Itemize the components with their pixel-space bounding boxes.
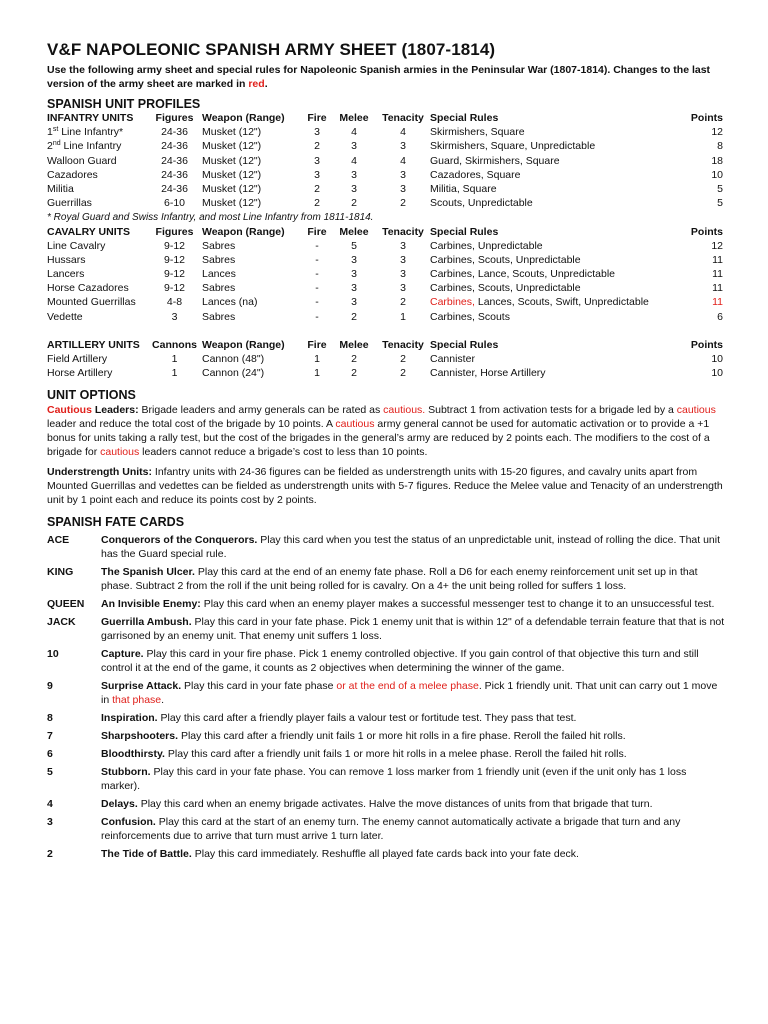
fate-card-key: ACE — [47, 533, 70, 546]
unit-name: Militia — [47, 182, 74, 195]
fate-card-row — [47, 679, 727, 707]
table-row — [47, 296, 727, 310]
unit-figures: 9-12 — [163, 253, 185, 266]
infantry-header-row — [47, 112, 727, 126]
fate-card-text: An Invisible Enemy: Play this card when an enemy player makes a successful messenger test to change it to an unsuccessful test. — [101, 597, 715, 610]
unit-melee: 3 — [351, 253, 357, 266]
unit-tenacity: 3 — [400, 182, 406, 195]
unit-name: Lancers — [47, 268, 85, 281]
unit-points: 12 — [711, 239, 723, 252]
fate-card-text: Conquerors of the Conquerors. Play this card when you test the status of an unpredictable unit, instead of rolling the dice. That unit has the Guard special rule. — [101, 533, 721, 560]
unit-name: Walloon Guard — [47, 154, 117, 167]
intro-end: . — [264, 78, 268, 90]
fate-card-title: Guerrilla Ambush. — [101, 615, 192, 628]
unit-tenacity: 4 — [400, 154, 406, 167]
unit-fire: 2 — [314, 182, 320, 195]
fate-card-row — [47, 765, 727, 793]
unit-figures: 24-36 — [161, 182, 188, 195]
fate-card-row — [47, 597, 727, 611]
fate-card-title: Sharpshooters. — [101, 729, 179, 742]
fate-card-row — [47, 647, 727, 675]
unit-name: 1st Line Infantry* — [47, 126, 124, 139]
unit-special-rules: Carbines, Scouts — [430, 310, 510, 323]
unit-fire: - — [315, 239, 319, 252]
unit-melee: 2 — [351, 197, 357, 210]
unit-points: 12 — [711, 126, 723, 139]
unit-weapon: Musket (12") — [202, 182, 262, 195]
unit-figures: 24-36 — [161, 154, 188, 167]
fate-card-text: The Spanish Ulcer. Play this card at the end of an enemy fate phase. Roll a D6 for each enemy reinforcement unit set up in that phase. Subtract 2 from the roll if the unit being rolled for is cavalry. On a 4+ the unit being rolled for suffers 1 loss. — [101, 565, 698, 592]
artillery-header: Special Rules — [430, 339, 499, 351]
infantry-note: * Royal Guard and Swiss Infantry, and most Line Infantry from 1811-1814. — [47, 212, 374, 224]
unit-fire: - — [315, 268, 319, 281]
infantry-header: INFANTRY UNITS — [47, 112, 134, 124]
infantry-header: Melee — [339, 112, 369, 124]
fate-card-row — [47, 533, 727, 561]
unit-special-rules: Skirmishers, Square, Unpredictable — [430, 140, 596, 153]
intro-text: Use the following army sheet and special rules for Napoleonic Spanish armies in the Peninsular War (1807-1814). Changes to the last version of the army sheet are marked in — [47, 64, 711, 90]
fate-card-key: KING — [47, 565, 74, 578]
unit-special-rules: Carbines, Lance, Scouts, Unpredictable — [430, 268, 616, 281]
unit-tenacity: 3 — [400, 140, 406, 153]
intro-red-word: red — [248, 78, 265, 90]
cavalry-header: Special Rules — [430, 225, 499, 238]
unit-special-rules: Carbines, Lances, Scouts, Swift, Unpredictable — [430, 296, 649, 309]
fate-card-text: Guerrilla Ambush. Play this card in your fate phase. Pick 1 enemy unit that is within 12" of a defendable terrain feature that that is not garrisoned by an enemy unit. That enemy unit suffers 1 loss. — [101, 615, 725, 642]
unit-points: 11 — [712, 253, 723, 266]
unit-tenacity: 2 — [400, 353, 406, 366]
unit-weapon: Lances (na) — [202, 296, 258, 309]
infantry-header: Special Rules — [430, 112, 499, 124]
fate-card-row — [47, 815, 727, 843]
unit-fire: 2 — [314, 140, 320, 153]
unit-special-rules: Carbines, Scouts, Unpredictable — [430, 253, 581, 266]
fate-card-key: QUEEN — [47, 597, 85, 610]
unit-melee: 3 — [351, 282, 357, 295]
unit-figures: 9-12 — [163, 268, 185, 281]
unit-special-rules: Skirmishers, Square — [430, 126, 525, 139]
unit-weapon: Lances — [202, 268, 236, 281]
ordinal-suffix: nd — [52, 140, 61, 148]
unit-fire: 3 — [314, 154, 320, 167]
unit-profiles-table — [47, 112, 727, 382]
unit-special-rules: Cannister — [430, 353, 475, 366]
unit-weapon: Sabres — [202, 253, 236, 266]
table-row — [47, 197, 727, 211]
cavalry-header: Figures — [155, 225, 194, 238]
fate-card-text: Inspiration. Play this card after a friendly player fails a valour test or fortitude test. They pass that test. — [101, 711, 577, 724]
unit-points: 11 — [712, 296, 723, 309]
unit-fire: - — [315, 310, 319, 323]
fate-card-text: Confusion. Play this card at the start of an enemy turn. The enemy cannot automatically activate a brigade that turn and any reinforcements due to arrive that turn must arrive 1 turn later. — [101, 815, 681, 842]
changed-text: or at the end of a melee phase — [333, 679, 479, 692]
unit-points: 5 — [717, 197, 723, 210]
table-row — [47, 282, 727, 296]
unit-melee: 3 — [351, 182, 357, 195]
unit-special-rules: Cannister, Horse Artillery — [430, 367, 546, 380]
unit-tenacity: 3 — [400, 282, 406, 295]
unit-melee: 3 — [351, 140, 357, 153]
table-row — [47, 311, 727, 325]
infantry-header: Weapon (Range) — [202, 112, 285, 124]
cavalry-header-row — [47, 226, 727, 240]
artillery-header: Melee — [339, 339, 369, 351]
unit-tenacity: 4 — [400, 126, 406, 139]
unit-melee: 3 — [351, 268, 357, 281]
fate-card-title: Surprise Attack. — [101, 679, 182, 692]
fate-card-title: An Invisible Enemy: — [101, 597, 201, 610]
unit-melee: 3 — [351, 296, 357, 309]
unit-points: 5 — [717, 182, 723, 195]
changed-text: that phase — [112, 693, 162, 706]
unit-weapon: Sabres — [202, 282, 236, 295]
artillery-header: Tenacity — [382, 339, 424, 351]
unit-name: Horse Cazadores — [47, 282, 129, 295]
fate-card-row — [47, 847, 727, 861]
fate-card-row — [47, 711, 727, 725]
unit-weapon: Musket (12") — [202, 197, 262, 210]
unit-name: Guerrillas — [47, 197, 92, 210]
unit-weapon: Cannon (48") — [202, 353, 265, 366]
unit-tenacity: 2 — [400, 296, 406, 309]
cavalry-header: Weapon (Range) — [202, 225, 285, 238]
unit-tenacity: 3 — [400, 268, 406, 281]
unit-tenacity: 3 — [400, 253, 406, 266]
unit-points: 6 — [717, 310, 723, 323]
unit-melee: 4 — [351, 126, 357, 139]
fate-card-text: Sharpshooters. Play this card after a friendly unit fails 1 or more hit rolls in a fire phase. Reroll the failed hit rolls. — [101, 729, 626, 742]
unit-melee: 2 — [351, 310, 357, 323]
unit-cannons: 1 — [171, 367, 178, 380]
fate-card-key: 6 — [47, 747, 53, 760]
unit-tenacity: 2 — [400, 197, 406, 210]
infantry-header: Figures — [155, 112, 194, 124]
cavalry-header: Tenacity — [382, 225, 424, 238]
unit-fire: 3 — [314, 168, 320, 181]
cavalry-header: CAVALRY UNITS — [47, 225, 131, 238]
fate-card-text: Surprise Attack. Play this card in your fate phase or at the end of a melee phase. Pick 1 friendly unit. That unit can carry out 1 move in that phase. — [101, 679, 718, 706]
unit-melee: 2 — [351, 367, 357, 380]
fate-card-key: 9 — [47, 679, 53, 692]
fate-card-title: Confusion. — [101, 815, 156, 828]
profiles-heading: SPANISH UNIT PROFILES — [47, 97, 201, 111]
unit-figures: 6-10 — [163, 197, 185, 210]
unit-name: Line Cavalry — [47, 239, 106, 252]
fate-heading: SPANISH FATE CARDS — [47, 514, 185, 529]
fate-card-row — [47, 615, 727, 643]
unit-weapon: Sabres — [202, 239, 236, 252]
unit-weapon: Musket (12") — [202, 154, 262, 167]
unit-special-rules: Cazadores, Square — [430, 168, 521, 181]
artillery-header: Points — [690, 339, 723, 351]
table-row — [47, 155, 727, 169]
cavalry-header: Melee — [339, 225, 369, 238]
unit-melee: 3 — [351, 168, 357, 181]
fate-card-title: Capture. — [101, 647, 144, 660]
unit-points: 10 — [711, 353, 723, 366]
fate-card-title: Stubborn. — [101, 765, 151, 778]
fate-card-row — [47, 797, 727, 811]
unit-name: Mounted Guerrillas — [47, 296, 136, 309]
fate-card-title: Bloodthirsty. — [101, 747, 165, 760]
artillery-header-row — [47, 339, 727, 353]
unit-weapon: Musket (12") — [202, 140, 262, 153]
unit-weapon: Musket (12") — [202, 126, 262, 139]
infantry-header: Fire — [307, 112, 327, 124]
unit-figures: 9-12 — [163, 239, 185, 252]
unit-tenacity: 1 — [400, 310, 406, 323]
fate-card-key: 10 — [47, 647, 59, 660]
table-row — [47, 140, 727, 154]
fate-card-key: JACK — [47, 615, 76, 628]
unit-figures: 4-8 — [166, 296, 183, 309]
fate-card-row — [47, 565, 727, 593]
unit-name: Vedette — [47, 310, 83, 323]
understrength-rule: Understrength Units: Infantry units with 24-36 figures can be fielded as understrength units with 15-20 figures, and cavalry units apart from Mounted Guerrillas and vedettes can be fielded as understrength units with 5-7 figures. Reduce the Melee value and Tenacity of an understrength unit by 1 point each and reduce its points cost by 2 points. — [47, 465, 723, 506]
unit-points: 18 — [711, 154, 723, 167]
army-sheet — [47, 40, 727, 865]
unit-fire: 1 — [314, 353, 320, 366]
unit-weapon: Sabres — [202, 310, 236, 323]
fate-card-title: The Spanish Ulcer. — [101, 565, 195, 578]
unit-points: 10 — [711, 367, 723, 380]
unit-name: Field Artillery — [47, 353, 108, 366]
changed-rule: Carbines, — [430, 296, 475, 309]
unit-points: 10 — [711, 168, 723, 181]
unit-figures: 24-36 — [161, 168, 188, 181]
fate-card-title: Delays. — [101, 797, 138, 810]
fate-card-text: Delays. Play this card when an enemy brigade activates. Halve the move distances of units from that brigade that turn. — [101, 797, 653, 810]
unit-weapon: Cannon (24") — [202, 367, 265, 380]
unit-name: Horse Artillery — [47, 367, 113, 380]
fate-card-list — [47, 533, 727, 861]
unit-fire: 3 — [314, 126, 320, 139]
fate-card-key: 4 — [47, 797, 53, 810]
unit-weapon: Musket (12") — [202, 168, 262, 181]
options-heading: UNIT OPTIONS — [47, 387, 136, 402]
artillery-header: Fire — [307, 339, 327, 351]
table-row — [47, 353, 727, 367]
fate-card-text: The Tide of Battle. Play this card immediately. Reshuffle all played fate cards back into your fate deck. — [101, 847, 579, 860]
fate-card-text: Capture. Play this card in your fire phase. Pick 1 enemy controlled objective. If you gain control of that objective this turn and still control it at the end of the game, it counts as 2 objectives when determining the winner of the game. — [101, 647, 699, 674]
cavalry-header: Fire — [307, 225, 327, 238]
table-row — [47, 240, 727, 254]
artillery-header: ARTILLERY UNITS — [47, 339, 140, 351]
page-title: V&F NAPOLEONIC SPANISH ARMY SHEET (1807-1814) — [47, 40, 496, 59]
table-row — [47, 367, 727, 381]
ordinal-suffix: st — [52, 126, 59, 134]
unit-figures: 3 — [171, 310, 178, 323]
unit-figures: 24-36 — [161, 126, 188, 139]
artillery-header: Cannons — [152, 339, 197, 351]
table-row — [47, 183, 727, 197]
fate-card-title: Conquerors of the Conquerors. — [101, 533, 258, 546]
fate-card-key: 2 — [47, 847, 53, 860]
infantry-header: Points — [690, 112, 723, 124]
cavalry-header: Points — [690, 225, 723, 238]
infantry-header: Tenacity — [382, 112, 424, 124]
unit-cannons: 1 — [171, 353, 178, 366]
table-row — [47, 254, 727, 268]
fate-card-key: 8 — [47, 711, 53, 724]
unit-fire: - — [315, 282, 319, 295]
unit-melee: 4 — [351, 154, 357, 167]
unit-special-rules: Carbines, Scouts, Unpredictable — [430, 282, 581, 295]
fate-card-title: Inspiration. — [101, 711, 158, 724]
fate-card-key: 3 — [47, 815, 53, 828]
unit-tenacity: 3 — [400, 168, 406, 181]
unit-fire: 2 — [314, 197, 320, 210]
fate-card-title: The Tide of Battle. — [101, 847, 192, 860]
cautious-leaders-rule: Cautious Leaders: Brigade leaders and army generals can be rated as cautious. Subtract 1 from activation tests for a brigade led by a cautious leader and reduce the total cost of the brigade by 10 points. A cautious army general cannot be used for automatic activation or to provide a +1 bonus for units taking a rally test, but the cost of the brigades in the general’s army are reduced by 2 points each. The modifiers to the cost of a brigade for cautious leaders cannot reduce a brigade’s cost to less than 10 points. — [47, 403, 716, 458]
fate-card-text: Bloodthirsty. Play this card after a friendly unit fails 1 or more hit rolls in a melee phase. Reroll the failed hit rolls. — [101, 747, 627, 760]
unit-melee: 2 — [351, 353, 357, 366]
table-row — [47, 268, 727, 282]
fate-card-key: 7 — [47, 729, 53, 742]
unit-fire: - — [315, 253, 319, 266]
unit-figures: 9-12 — [163, 282, 185, 295]
unit-special-rules: Guard, Skirmishers, Square — [430, 154, 560, 167]
artillery-header: Weapon (Range) — [202, 339, 285, 351]
unit-special-rules: Militia, Square — [430, 182, 497, 195]
unit-special-rules: Carbines, Unpredictable — [430, 239, 543, 252]
fate-card-text: Stubborn. Play this card in your fate phase. You can remove 1 loss marker from 1 friendly unit (even if the unit only has 1 loss marker). — [101, 765, 687, 792]
unit-fire: - — [315, 296, 319, 309]
unit-fire: 1 — [314, 367, 320, 380]
unit-points: 11 — [712, 282, 723, 295]
unit-name: 2nd Line Infantry — [47, 140, 122, 153]
unit-tenacity: 3 — [400, 239, 406, 252]
table-row — [47, 126, 727, 140]
unit-points: 11 — [712, 268, 723, 281]
unit-name: Hussars — [47, 253, 86, 266]
unit-points: 8 — [717, 140, 723, 153]
unit-figures: 24-36 — [161, 140, 188, 153]
unit-melee: 5 — [351, 239, 357, 252]
fate-card-key: 5 — [47, 765, 53, 778]
table-row — [47, 169, 727, 183]
fate-card-row — [47, 747, 727, 761]
intro-paragraph — [47, 63, 727, 91]
unit-name: Cazadores — [47, 168, 98, 181]
fate-card-row — [47, 729, 727, 743]
unit-special-rules: Scouts, Unpredictable — [430, 197, 533, 210]
unit-tenacity: 2 — [400, 367, 406, 380]
